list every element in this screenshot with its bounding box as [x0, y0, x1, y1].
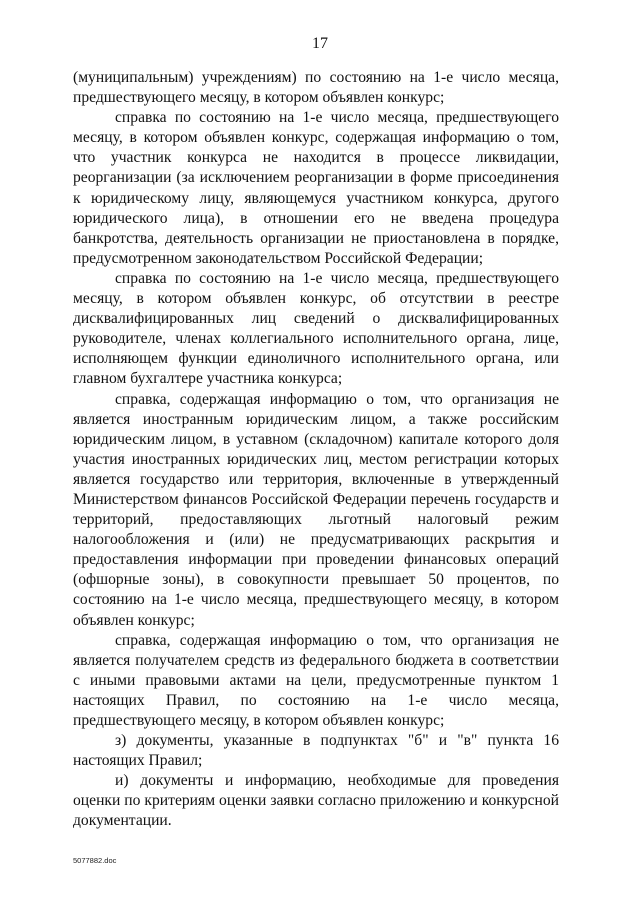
page-number: 17 — [312, 35, 328, 52]
paragraph-continuation: (муниципальным) учреждениям) по состоянию на 1-е число месяца, предшествующего месяцу, в котором объявлен конкурс; — [73, 69, 559, 107]
paragraph-item-i: и) документы и информацию, необходимые для проведения оценки по критериям оценки заявки согласно приложению и конкурсной документации. — [73, 772, 559, 830]
paragraph-federal-budget-certificate: справка, содержащая информацию о том, что организация не является получателем средств из федерального бюджета в соответствии с иными правовыми актами на цели, предусмотренные пунктом 1 настоящих Правил, по состоянию на 1-е число месяца, предшествующего месяцу, в котором объявлен конкурс; — [73, 631, 559, 729]
paragraph-item-z: з) документы, указанные в подпунктах "б" и "в" пункта 16 настоящих Правил; — [73, 732, 559, 770]
document-body — [73, 68, 559, 832]
paragraph-foreign-entity-certificate: справка, содержащая информацию о том, что организация не является иностранным юридическим лицом, а также российским юридическим лицом, в уставном (складочном) капитале которого доля участия иностранных юридических лиц, местом регистрации которых является государство или территория, включенные в утвержденный Министерством финансов Российской Федерации перечень государств и территорий, предоставляющих льготный налоговый режим налогообложения и (или) не предусматривающих раскрытия и предоставления информации при проведении финансовых операций (офшорные зоны), в совокупности превышает 50 процентов, по состоянию на 1-е число месяца, предшествующего месяцу, в котором объявлен конкурс; — [73, 390, 559, 629]
footer-document-code: 5077882.doc — [73, 856, 117, 865]
paragraph-liquidation-certificate: справка по состоянию на 1-е число месяца, предшествующего месяцу, в котором объявлен конкурс, содержащая информацию о том, что участник конкурса не находится в процессе ликвидации, реорганизации (за исключением реорганизации в форме присоединения к юридическому лицу, являющемуся участником конкурса, другого юридического лица), в отношении его не введена процедура банкротства, деятельность организации не приостановлена в порядке, предусмотренном законодательством Российской Федерации; — [73, 109, 559, 267]
paragraph-disqualified-persons-certificate: справка по состоянию на 1-е число месяца, предшествующего месяцу, в котором объявлен конкурс, об отсутствии в реестре дисквалифицированных лиц сведений о дисквалифицированных руководителе, членах коллегиального исполнительного органа, лице, исполняющем функции единоличного исполнительного органа, или главном бухгалтере участника конкурса; — [73, 269, 559, 388]
